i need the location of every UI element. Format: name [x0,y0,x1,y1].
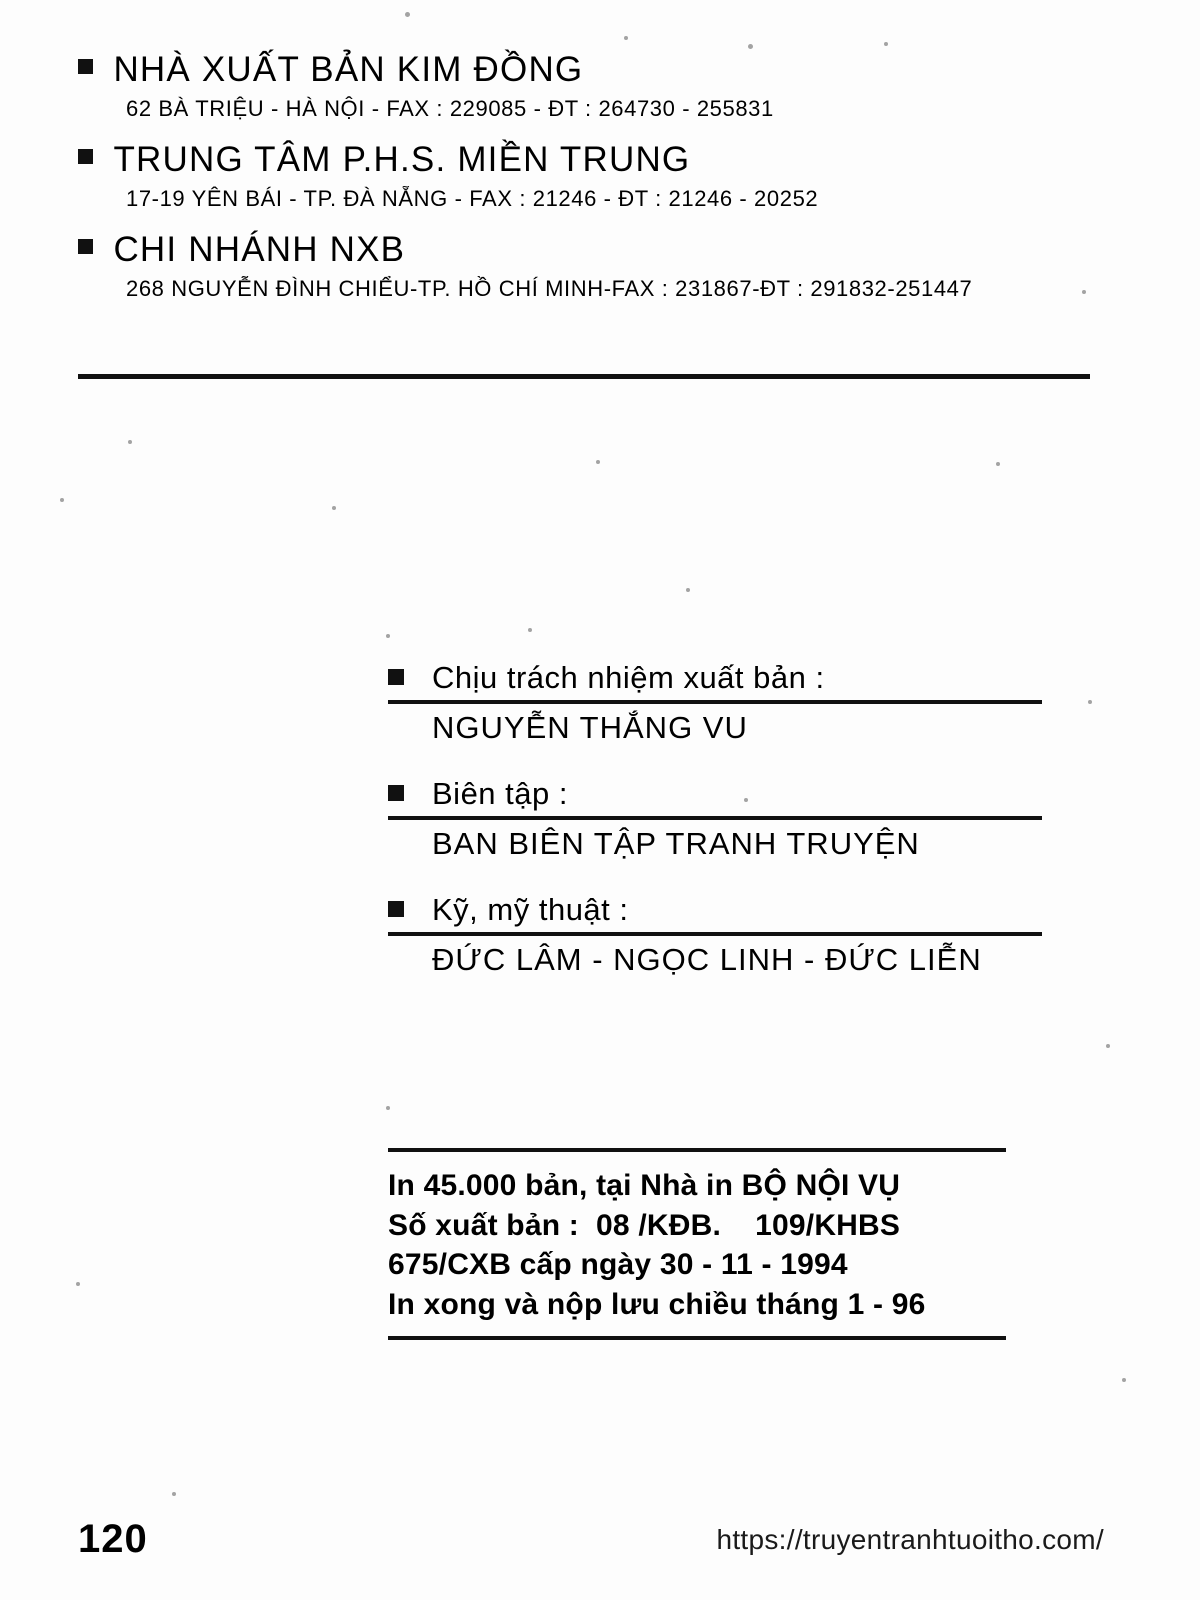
scan-speck [128,440,132,444]
publisher-address: 268 NGUYỄN ĐÌNH CHIỂU-TP. HỒ CHÍ MINH-FAX : 231867-ĐT : 291832-251447 [126,276,973,301]
credit-underline [388,816,1042,820]
square-bullet-icon [78,239,93,254]
credit-label-text: Kỹ, mỹ thuật : [432,892,629,927]
publisher-entry [78,50,1088,90]
scan-speck [528,628,532,632]
scan-speck [172,1492,176,1496]
page-number: 120 [78,1517,148,1561]
scan-speck [1122,1378,1126,1382]
scan-speck [386,1106,390,1110]
credit-value: NGUYỄN THẮNG VU [432,710,748,745]
credit-label [388,776,1042,812]
publisher-name: CHI NHÁNH NXB [113,230,406,269]
square-bullet-icon [78,149,93,164]
scan-speck [596,460,600,464]
credit-label [388,892,1042,928]
print-info-line: 675/CXB cấp ngày 30 - 11 - 1994 [388,1248,848,1282]
scan-speck [1088,700,1092,704]
square-bullet-icon [388,669,404,685]
print-info-line: In xong và nộp lưu chiều tháng 1 - 96 [388,1287,926,1321]
print-info-line: Số xuất bản : 08 /KĐB. 109/KHBS [388,1208,901,1242]
credit-label-text: Chịu trách nhiệm xuất bản : [432,660,825,695]
credits-block [388,660,1042,1008]
scan-speck [332,506,336,510]
credit-label-text: Biên tập : [432,776,568,811]
publisher-name: TRUNG TÂM P.H.S. MIỀN TRUNG [113,140,691,179]
source-watermark: https://truyentranhtuoitho.com/ [716,1524,1104,1555]
scan-speck [624,36,628,40]
scan-speck [686,588,690,592]
publisher-entry [78,140,1088,180]
print-info-top-rule [388,1148,1006,1152]
credit-value: ĐỨC LÂM - NGỌC LINH - ĐỨC LIỄN [432,942,982,977]
print-info-line: In 45.000 bản, tại Nhà in BỘ NỘI VỤ [388,1169,901,1202]
credit-underline [388,700,1042,704]
scan-speck [386,634,390,638]
credit-underline [388,932,1042,936]
publisher-block [78,50,1088,320]
scan-speck [405,12,410,17]
publisher-address: 17-19 YÊN BÁI - TP. ĐÀ NẴNG - FAX : 21246 - ĐT : 21246 - 20252 [126,186,819,211]
print-info-block [388,1148,1006,1340]
square-bullet-icon [388,901,404,917]
section-divider [78,374,1090,379]
credit-value: BAN BIÊN TẬP TRANH TRUYỆN [432,826,920,861]
scan-speck [60,498,64,502]
print-info-bottom-rule [388,1336,1006,1340]
scan-speck [884,42,888,46]
scan-speck [76,1282,80,1286]
scan-speck [1106,1044,1110,1048]
publisher-name: NHÀ XUẤT BẢN KIM ĐỒNG [113,50,584,89]
scan-speck [996,462,1000,466]
scan-speck [748,44,753,49]
square-bullet-icon [388,785,404,801]
publisher-address: 62 BÀ TRIỆU - HÀ NỘI - FAX : 229085 - ĐT : 264730 - 255831 [126,96,774,121]
credit-label [388,660,1042,696]
publisher-entry [78,230,1088,270]
square-bullet-icon [78,59,93,74]
